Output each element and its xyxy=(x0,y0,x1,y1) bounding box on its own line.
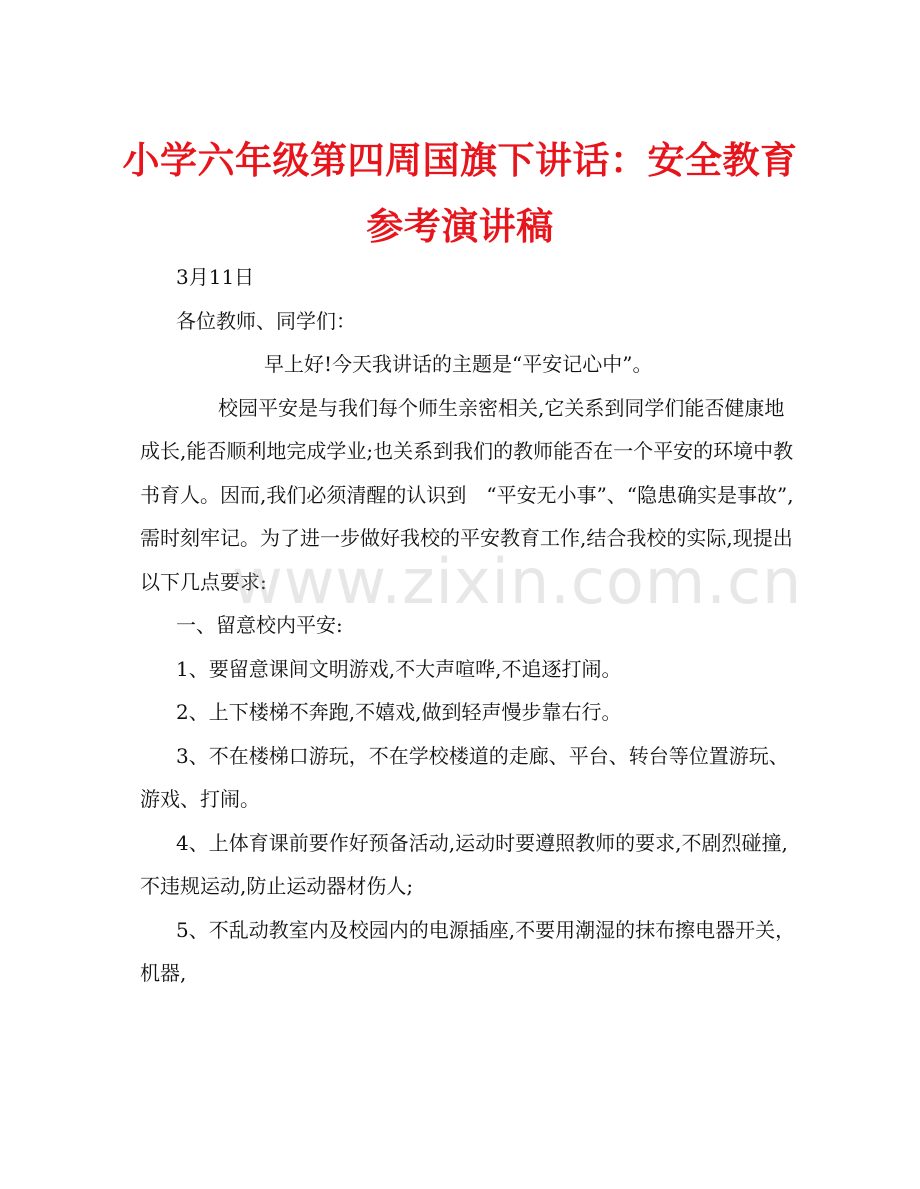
section-heading: 一、留意校内平安: xyxy=(176,613,343,637)
greeting: 早上好!今天我讲话的主题是“平安记心中”。 xyxy=(264,352,653,376)
intro-paragraph: 校园平安是与我们每个师生亲密相关,它关系到同学们能否健康地成长,能否顺利地完成学业;也关系到我们的教师能否在一个平安的环境中教书育人。因而,我们必须清醒的认识到 “平安无小事”、“隐患确实是事故”,需时刻牢记。为了进一步做好我校的平安教育工作,结合我校的实际,现提出以下几点要求: xyxy=(140,395,794,594)
list-item: 4、上体育课前要作好预备活动,运动时要遵照教师的要求,不剧烈碰撞,不违规运动,防止运动器材伤人; xyxy=(140,830,788,898)
document-title: 小学六年级第四周国旗下讲话：安全教育参考演讲稿 xyxy=(122,139,798,248)
document-body xyxy=(140,256,803,996)
list-item: 1、要留意课间文明游戏,不大声喧哗,不追逐打闹。 xyxy=(176,656,622,681)
watermark: www.zixin.com.cn xyxy=(232,545,803,618)
list-item: 5、不乱动教室内及校园内的电源插座,不要用潮湿的抹布擦电器开关，机器, xyxy=(140,917,796,985)
date-line: 3月11日 xyxy=(176,265,255,289)
list-item: 3、不在楼梯口游玩，不在学校楼道的走廊、平台、转台等位置游玩、游戏、打闹。 xyxy=(140,743,789,811)
salutation: 各位教师、同学们： xyxy=(176,308,356,333)
list-item: 2、上下楼梯不奔跑,不嬉戏,做到轻声慢步靠右行。 xyxy=(176,700,622,724)
